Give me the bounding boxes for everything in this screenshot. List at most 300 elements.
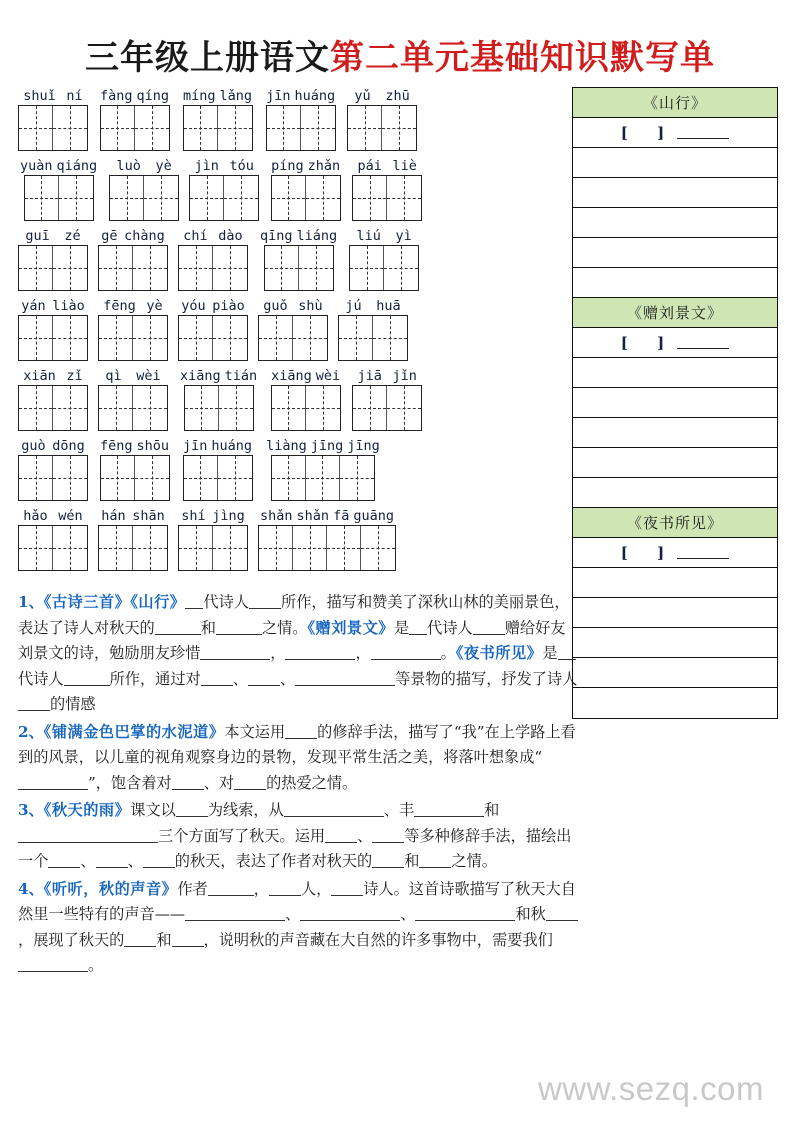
tianzige-cell[interactable] — [259, 316, 293, 360]
tianzige-box[interactable] — [352, 175, 422, 221]
tianzige-box[interactable] — [178, 525, 248, 571]
tianzige-cell[interactable] — [19, 316, 53, 360]
blank-q2-4[interactable] — [234, 776, 266, 790]
blank-q4-3[interactable] — [331, 882, 363, 896]
pinyin-label — [18, 228, 88, 244]
tianzige-cell[interactable] — [53, 106, 87, 150]
question-1-title-4: 《夜书所见》 — [455, 644, 543, 662]
word-group — [18, 88, 88, 151]
blank-q1-5[interactable] — [409, 621, 427, 635]
blank-q4-6[interactable] — [415, 907, 515, 921]
tianzige-cell[interactable] — [19, 456, 53, 500]
tianzige-cell[interactable] — [25, 176, 59, 220]
blank-q3-10[interactable] — [372, 854, 404, 868]
poem-blank-line[interactable] — [573, 568, 777, 598]
pinyin-syllable: jīng — [347, 438, 380, 454]
pinyin-label — [178, 508, 248, 524]
tianzige-box[interactable] — [338, 315, 408, 361]
word-group — [18, 158, 99, 221]
tianzige-cell[interactable] — [213, 316, 247, 360]
tianzige-box[interactable] — [264, 245, 334, 291]
tianzige-cell[interactable] — [267, 106, 301, 150]
blank-q2-3[interactable] — [172, 776, 204, 790]
tianzige-box[interactable] — [184, 385, 254, 431]
q2-text-1: 本文运用 — [224, 722, 286, 741]
question-1-title-2: 《山行》 — [130, 593, 186, 611]
poem-author-row[interactable] — [573, 538, 777, 568]
tianzige-box[interactable] — [18, 105, 88, 151]
tianzige-cell[interactable] — [53, 526, 87, 570]
tianzige-cell[interactable] — [382, 106, 416, 150]
tianzige-cell[interactable] — [101, 456, 135, 500]
tianzige-box[interactable] — [349, 245, 419, 291]
blank-q2-2[interactable] — [18, 776, 88, 790]
q4-text-2: ， — [253, 879, 269, 898]
pinyin-label — [98, 298, 168, 314]
pinyin-syllable: piào — [212, 298, 245, 314]
q4-text-11: 。 — [88, 956, 104, 974]
poem-blank-line[interactable] — [573, 358, 777, 388]
word-group — [181, 438, 254, 501]
q1-text-8: ， — [270, 644, 286, 662]
poem-blank-line[interactable] — [573, 598, 777, 628]
tianzige-cell[interactable] — [301, 106, 335, 150]
tianzige-box[interactable] — [18, 245, 88, 291]
q1-text-6: 代诗人 — [427, 618, 473, 637]
poem-title-header: 《山行》 — [573, 88, 777, 118]
tianzige-box[interactable] — [98, 385, 168, 431]
tianzige-cell[interactable] — [190, 176, 224, 220]
blank-q3-6[interactable] — [372, 829, 404, 843]
blank-q2-1[interactable] — [285, 725, 317, 739]
poet-name-blank[interactable] — [677, 546, 729, 559]
poem-blank-line[interactable] — [573, 688, 777, 718]
q1-text-5: 是 — [393, 618, 410, 637]
q1-text-15: 、 — [279, 669, 296, 688]
question-3 — [18, 798, 578, 875]
pinyin-syllable: xiāng — [180, 368, 221, 384]
tianzige-cell[interactable] — [179, 316, 213, 360]
word-group — [181, 88, 254, 151]
tianzige-cell[interactable] — [387, 176, 421, 220]
blank-q4-9[interactable] — [172, 933, 204, 947]
tianzige-cell[interactable] — [213, 246, 247, 290]
tianzige-box[interactable] — [98, 245, 168, 291]
tianzige-box[interactable] — [178, 245, 248, 291]
poem-blank-line[interactable] — [573, 238, 777, 268]
blank-q3-11[interactable] — [419, 854, 451, 868]
tianzige-box[interactable] — [271, 175, 341, 221]
q3-text-5: 三个方面写了秋天。运用 — [158, 826, 326, 845]
tianzige-box[interactable] — [266, 105, 336, 151]
tianzige-cell[interactable] — [19, 106, 53, 150]
tianzige-cell[interactable] — [133, 386, 167, 430]
tianzige-box[interactable] — [352, 385, 422, 431]
tianzige-box[interactable] — [189, 175, 259, 221]
word-group — [264, 88, 337, 151]
word-group — [18, 368, 88, 431]
tianzige-box[interactable] — [98, 315, 168, 361]
tianzige-cell[interactable] — [353, 386, 387, 430]
word-group — [18, 508, 88, 571]
pinyin-syllable: huáng — [211, 438, 253, 454]
tianzige-cell[interactable] — [179, 526, 213, 570]
blank-q3-3[interactable] — [414, 803, 484, 817]
poem-blank-line[interactable] — [573, 658, 777, 688]
blank-q1-2[interactable] — [249, 595, 281, 609]
tianzige-cell[interactable] — [373, 316, 407, 360]
blank-q3-9[interactable] — [143, 854, 175, 868]
blank-q1-13[interactable] — [248, 672, 280, 686]
q4-text-7: 和秋 — [515, 905, 546, 923]
q1-text-9: ， — [355, 644, 371, 662]
blank-q3-5[interactable] — [325, 829, 357, 843]
tianzige-cell[interactable] — [306, 176, 340, 220]
dynasty-bracket: [ ] — [620, 543, 677, 562]
pinyin-syllable: jīng — [310, 438, 344, 454]
tianzige-cell[interactable] — [272, 176, 306, 220]
pinyin-label — [189, 158, 259, 174]
pinyin-syllable: shān — [132, 508, 165, 524]
pinyin-syllable: qiáng — [56, 158, 98, 174]
blank-q1-10[interactable] — [558, 646, 576, 660]
q4-text-4: 诗人。这首诗歌描写了秋天大自然里一些特有的声音—— — [18, 879, 576, 923]
tianzige-cell[interactable] — [259, 526, 293, 570]
q1-text-14: 、 — [232, 669, 248, 688]
blank-q1-6[interactable] — [473, 621, 505, 635]
pinyin-syllable: guǒ — [263, 298, 288, 314]
pinyin-syllable: hán — [101, 508, 126, 524]
tianzige-cell[interactable] — [99, 526, 133, 570]
word-group — [98, 298, 168, 361]
word-group — [178, 228, 248, 291]
tianzige-cell[interactable] — [99, 316, 133, 360]
q1-text-13: 所作，通过对 — [109, 669, 201, 688]
pinyin-label — [181, 438, 254, 454]
tianzige-box[interactable] — [271, 385, 341, 431]
poem-blank-line[interactable] — [573, 388, 777, 418]
pinyin-label — [18, 298, 88, 314]
word-group — [178, 298, 248, 361]
blank-q1-9[interactable] — [371, 646, 441, 660]
blank-q1-1[interactable] — [185, 595, 203, 609]
pinyin-syllable: guò — [21, 438, 46, 454]
blank-q3-7[interactable] — [48, 854, 80, 868]
blank-q1-8[interactable] — [285, 646, 355, 660]
blank-q4-7[interactable] — [546, 907, 578, 921]
tianzige-cell[interactable] — [384, 246, 418, 290]
word-group — [98, 88, 171, 151]
tianzige-cell[interactable] — [219, 386, 253, 430]
tianzige-cell[interactable] — [272, 386, 306, 430]
poem-blank-line[interactable] — [573, 208, 777, 238]
tianzige-cell[interactable] — [350, 246, 384, 290]
blank-q1-3[interactable] — [155, 621, 201, 635]
blank-q1-14[interactable] — [295, 672, 395, 686]
word-group — [269, 368, 342, 431]
tianzige-cell[interactable] — [53, 316, 87, 360]
tianzige-box[interactable] — [24, 175, 94, 221]
pinyin-syllable: qíng — [136, 88, 170, 104]
poem-blank-line[interactable] — [573, 418, 777, 448]
question-2 — [18, 720, 578, 797]
tianzige-cell[interactable] — [135, 456, 169, 500]
tianzige-cell[interactable] — [387, 386, 421, 430]
tianzige-cell[interactable] — [218, 106, 252, 150]
pinyin-label — [18, 508, 88, 524]
tianzige-box[interactable] — [347, 105, 417, 151]
pinyin-row — [18, 221, 563, 291]
word-group — [98, 368, 168, 431]
q4-text-1: 作者 — [177, 879, 208, 898]
pinyin-syllable: ní — [66, 88, 83, 104]
q1-text-3: 和 — [200, 618, 216, 637]
q3-text-9: 、 — [127, 852, 143, 870]
blank-q4-1[interactable] — [208, 882, 254, 896]
tianzige-cell[interactable] — [184, 456, 218, 500]
tianzige-cell[interactable] — [19, 386, 53, 430]
poem-author-row[interactable] — [573, 118, 777, 148]
tianzige-cell[interactable] — [133, 526, 167, 570]
blank-q3-4[interactable] — [18, 829, 158, 843]
pinyin-label — [98, 228, 168, 244]
pinyin-syllable: liào — [52, 298, 85, 314]
tianzige-cell[interactable] — [218, 456, 252, 500]
tianzige-cell[interactable] — [272, 456, 306, 500]
q3-text-10: 的秋天，表达了作者对秋天的 — [174, 852, 373, 870]
pinyin-syllable: píng — [271, 158, 304, 174]
poem-blank-line[interactable] — [573, 148, 777, 178]
poem-blank-line[interactable] — [573, 478, 777, 508]
pinyin-label — [18, 438, 88, 454]
word-group — [264, 438, 382, 501]
tianzige-cell[interactable] — [306, 386, 340, 430]
q3-text-3: 、丰 — [383, 801, 415, 819]
pinyin-label — [347, 88, 417, 104]
q4-text-6: 、 — [400, 905, 416, 923]
tianzige-box[interactable] — [18, 315, 88, 361]
poem-author-row[interactable] — [573, 328, 777, 358]
pinyin-syllable: shí — [181, 508, 206, 524]
pinyin-syllable: shuǐ — [23, 88, 56, 104]
pinyin-label — [98, 368, 168, 384]
pinyin-syllable: yóu — [181, 298, 206, 314]
word-group — [98, 438, 171, 501]
tianzige-cell[interactable] — [99, 246, 133, 290]
tianzige-cell[interactable] — [59, 176, 93, 220]
tianzige-cell[interactable] — [53, 246, 87, 290]
tianzige-cell[interactable] — [133, 316, 167, 360]
blank-q1-4[interactable] — [216, 621, 262, 635]
pinyin-label — [258, 508, 396, 524]
pinyin-syllable: xiāng — [271, 368, 312, 384]
tianzige-cell[interactable] — [293, 316, 327, 360]
tianzige-cell[interactable] — [327, 526, 361, 570]
pinyin-label — [338, 298, 408, 314]
pinyin-syllable: jīn — [266, 88, 291, 104]
word-group — [338, 298, 408, 361]
pinyin-row — [18, 501, 563, 571]
word-group — [189, 158, 259, 221]
pinyin-label — [269, 158, 342, 174]
q3-text-2: 为线索，从 — [207, 801, 284, 819]
question-4-number: 4、 — [18, 879, 44, 898]
poet-name-blank[interactable] — [677, 126, 729, 139]
blank-q4-10[interactable] — [18, 958, 88, 972]
q4-text-5: 、 — [285, 905, 301, 923]
tianzige-box[interactable] — [109, 175, 179, 221]
pinyin-syllable: liáng — [296, 228, 338, 244]
tianzige-cell[interactable] — [144, 176, 178, 220]
pinyin-syllable: zǐ — [66, 368, 83, 384]
blank-q4-8[interactable] — [124, 933, 156, 947]
pinyin-syllable: lǎng — [219, 88, 253, 104]
tianzige-cell[interactable] — [53, 456, 87, 500]
pinyin-syllable: jú — [345, 298, 362, 314]
pinyin-syllable: liú — [356, 228, 381, 244]
question-4 — [18, 877, 578, 979]
dynasty-bracket: [ ] — [620, 123, 677, 142]
poem-recitation-table — [572, 87, 778, 719]
pinyin-syllable: zé — [64, 228, 81, 244]
q1-text-16: 等景物的描写，抒发了诗人 — [395, 669, 578, 688]
tianzige-cell[interactable] — [99, 386, 133, 430]
pinyin-syllable: pái — [357, 158, 382, 174]
blank-q3-2[interactable] — [284, 803, 384, 817]
tianzige-box[interactable] — [18, 525, 88, 571]
q2-text-2: 的修辞手法，描写了“我”在上学路上看到的风景，以儿童的视角观察身边的景物，发现平常生活之美，将落叶想象成“ — [18, 722, 576, 766]
tianzige-cell[interactable] — [184, 106, 218, 150]
question-1-number: 1、 — [18, 593, 44, 611]
pinyin-syllable: shōu — [136, 438, 170, 454]
tianzige-box[interactable] — [258, 315, 328, 361]
poem-blank-line[interactable] — [573, 628, 777, 658]
pinyin-row — [18, 291, 563, 361]
question-1-title-3: 《赠刘景文》 — [307, 618, 394, 637]
pinyin-label — [178, 228, 248, 244]
pinyin-syllable: huā — [376, 298, 401, 314]
question-2-title: 《铺满金色巴掌的水泥道》 — [43, 722, 225, 741]
pinyin-syllable: fā — [333, 508, 350, 524]
pinyin-row — [18, 431, 563, 501]
question-4-title: 《听听，秋的声音》 — [43, 879, 178, 898]
q3-text-8: 、 — [80, 852, 96, 870]
pinyin-syllable: jīn — [183, 438, 208, 454]
pinyin-syllable: wén — [58, 508, 83, 524]
pinyin-label — [258, 228, 339, 244]
tianzige-cell[interactable] — [306, 456, 340, 500]
pinyin-syllable: yán — [21, 298, 46, 314]
q1-text-11: 是 — [542, 644, 558, 662]
poem-blank-line[interactable] — [573, 448, 777, 478]
tianzige-box[interactable] — [100, 105, 170, 151]
blank-q4-2[interactable] — [269, 882, 301, 896]
pinyin-syllable: qīng — [260, 228, 293, 244]
tianzige-cell[interactable] — [339, 316, 373, 360]
tianzige-cell[interactable] — [265, 246, 299, 290]
tianzige-box[interactable] — [258, 525, 396, 571]
tianzige-cell[interactable] — [348, 106, 382, 150]
pinyin-row — [18, 151, 563, 221]
tianzige-cell[interactable] — [340, 456, 374, 500]
poem-title-header: 《夜书所见》 — [573, 508, 777, 538]
pinyin-syllable: míng — [183, 88, 216, 104]
tianzige-cell[interactable] — [53, 386, 87, 430]
word-group — [352, 158, 422, 221]
poet-name-blank[interactable] — [677, 336, 729, 349]
tianzige-box[interactable] — [178, 315, 248, 361]
tianzige-box[interactable] — [271, 455, 375, 501]
pinyin-syllable: tián — [224, 368, 258, 384]
blank-q1-12[interactable] — [201, 672, 233, 686]
pinyin-syllable: yǔ — [354, 88, 371, 104]
blank-q1-15[interactable] — [18, 697, 50, 711]
word-group — [18, 228, 88, 291]
blank-q1-11[interactable] — [64, 672, 110, 686]
tianzige-cell[interactable] — [19, 246, 53, 290]
pinyin-syllable: shǎn — [296, 508, 330, 524]
tianzige-cell[interactable] — [133, 246, 167, 290]
q1-text-4: 之情。 — [261, 618, 308, 637]
pinyin-syllable: yì — [395, 228, 412, 244]
tianzige-cell[interactable] — [299, 246, 333, 290]
poem-blank-line[interactable] — [573, 268, 777, 298]
tianzige-cell[interactable] — [361, 526, 395, 570]
pinyin-syllable: jǐn — [392, 368, 417, 384]
blank-q3-1[interactable] — [176, 803, 208, 817]
page-title-red: 第二单元基础知识默写单 — [330, 38, 715, 78]
word-group — [258, 298, 328, 361]
tianzige-cell[interactable] — [110, 176, 144, 220]
blank-q4-4[interactable] — [185, 907, 285, 921]
pinyin-row — [18, 361, 563, 431]
tianzige-cell[interactable] — [101, 106, 135, 150]
poem-blank-line[interactable] — [573, 178, 777, 208]
question-1-title-1: 《古诗三首》 — [43, 593, 131, 611]
word-group — [18, 438, 88, 501]
word-group — [109, 158, 179, 221]
q1-text-10: 。 — [440, 644, 456, 662]
blank-q1-7[interactable] — [200, 646, 270, 660]
tianzige-cell[interactable] — [185, 386, 219, 430]
pinyin-syllable: wèi — [136, 368, 161, 384]
tianzige-cell[interactable] — [224, 176, 258, 220]
tianzige-box[interactable] — [183, 455, 253, 501]
pinyin-row — [18, 81, 563, 151]
q4-text-9: 和 — [156, 930, 172, 949]
pinyin-writing-grid — [18, 81, 563, 571]
tianzige-cell[interactable] — [179, 246, 213, 290]
pinyin-label — [349, 228, 419, 244]
q3-text-6: 、 — [357, 826, 373, 845]
blank-q3-8[interactable] — [96, 854, 128, 868]
tianzige-cell[interactable] — [19, 526, 53, 570]
blank-q4-5[interactable] — [300, 907, 400, 921]
tianzige-cell[interactable] — [213, 526, 247, 570]
tianzige-cell[interactable] — [293, 526, 327, 570]
tianzige-box[interactable] — [98, 525, 168, 571]
tianzige-box[interactable] — [18, 455, 88, 501]
tianzige-cell[interactable] — [353, 176, 387, 220]
pinyin-label — [178, 368, 259, 384]
tianzige-cell[interactable] — [135, 106, 169, 150]
tianzige-box[interactable] — [183, 105, 253, 151]
pinyin-syllable: dào — [218, 228, 243, 244]
pinyin-syllable: liè — [392, 158, 417, 174]
tianzige-box[interactable] — [18, 385, 88, 431]
tianzige-box[interactable] — [100, 455, 170, 501]
q2-text-5: 的热爱之情。 — [266, 773, 358, 792]
